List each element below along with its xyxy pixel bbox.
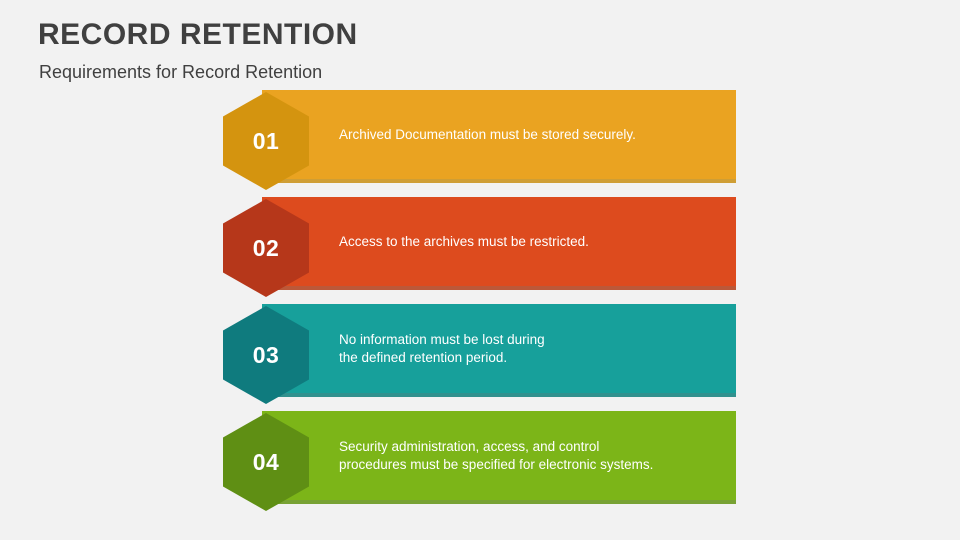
step-bar-shadow (272, 393, 736, 397)
page-title: RECORD RETENTION (38, 18, 358, 51)
list-item[interactable] (0, 197, 960, 304)
step-number: 04 (252, 448, 280, 475)
step-text-line: the defined retention period. (339, 349, 508, 365)
steps-list (0, 90, 960, 518)
list-item[interactable] (0, 304, 960, 411)
step-number: 01 (252, 127, 280, 154)
step-bar-shadow (272, 500, 736, 504)
step-text-line: Security administration, access, and control (339, 438, 600, 454)
page-subtitle: Requirements for Record Retention (39, 62, 323, 82)
step-text-line: Access to the archives must be restricted. (339, 233, 589, 249)
step-text (339, 304, 719, 393)
list-item[interactable] (0, 411, 960, 518)
step-text-line: No information must be lost during (339, 331, 545, 347)
step-text-line: Archived Documentation must be stored securely. (339, 126, 636, 142)
step-bar-shadow (272, 286, 736, 290)
step-text-line: procedures must be specified for electronic systems. (339, 456, 654, 472)
step-text (339, 90, 719, 179)
step-text (339, 411, 719, 500)
list-item[interactable] (0, 90, 960, 197)
step-bar-shadow (272, 179, 736, 183)
step-number: 02 (252, 234, 280, 261)
step-number: 03 (252, 341, 280, 368)
step-text (339, 197, 719, 286)
